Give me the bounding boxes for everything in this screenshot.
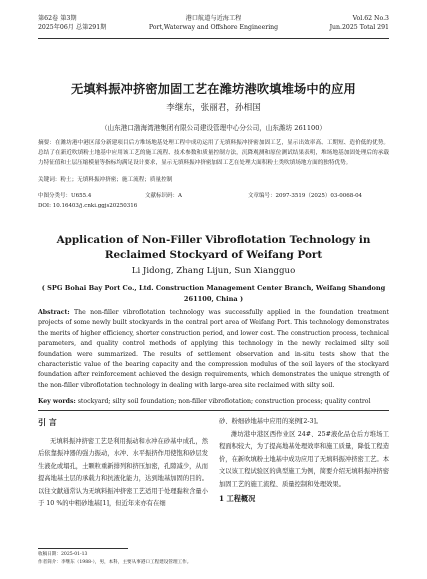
journal-name-cn: 港口航道与近海工程 <box>185 15 242 22</box>
header-volume: 第62卷 第3期 <box>38 15 77 22</box>
section-1-heading: 1 工程概况 <box>219 494 256 503</box>
keywords-en-label: Key words: <box>38 398 76 405</box>
header-divider <box>38 38 389 39</box>
authors-cn: 李继东，张丽君，孙相国 <box>166 103 261 113</box>
keywords-en <box>38 397 389 406</box>
affiliation-en: ( SPG Bohai Bay Port Co., Ltd. Construction Management Center Branch, Weifang Shandong 261100, China ) <box>41 284 386 303</box>
article-number: 文章编号：2097-3519（2025）03-0068-04 <box>248 193 363 199</box>
footnote-divider <box>38 548 128 549</box>
document-code: 文献标识码：A <box>145 193 182 199</box>
body-column-right <box>219 416 389 506</box>
header-volume-en: Vol.62 No.3 <box>352 15 389 22</box>
abstract-en-label: Abstract: <box>38 309 70 316</box>
body-column-left <box>38 416 208 511</box>
article-title-en: Application of Non-Filler Vibroflotation Technology in Reclaimed Stockyard of Weifang Port <box>56 234 371 261</box>
clc-number: 中图分类号：U655.4 <box>38 193 92 199</box>
abstract-en <box>38 308 389 391</box>
journal-name-en: Port,Waterway and Offshore Engineering <box>148 24 279 31</box>
received-date: 收稿日期：2025-01-13 <box>38 552 88 557</box>
keywords-cn: 关键词：粉土；无填料振冲挤密；施工流程；质量控制 <box>38 177 173 183</box>
intro-continuation: 砂、粉细砂地基中应用的案例[2-3]。 <box>219 418 323 425</box>
affiliation-cn: （山东港口渤海湾港集团有限公司建设管理中心分公司，山东潍坊 261100） <box>100 124 327 132</box>
running-header <box>38 14 389 44</box>
header-right <box>330 14 389 32</box>
intro-paragraph: 无填料振冲挤密工艺是利用振动和水冲在砂基中成孔，然后依靠振冲器的强力振动，水冲、水平振挤作用使饱和砂层发生液化或塌孔，土颗粒重新排列和挤压加密，孔隙减少，从而提高地基土层的承载力和抗液化能力，达到地基加固的目的。以往文献通常认为无填料振冲挤密工艺适用于处理黏粒含量小于 10 %的中粗砂地基[1]，但近年来亦有在细 <box>38 437 209 507</box>
project-paragraph: 潍坊港中港区西作业区 24#、25#液化品仓后方堆场工程面积较大，为了提高地基处理效率和施工质量，降低工程造价，在新吹填粉土地基中成功应用了无填料振冲挤密工艺。本文以该工程试验区的典型施工为例，简要介绍无填料振冲挤密加固工艺的施工流程、质量控制和处理效果。 <box>219 430 390 488</box>
intro-heading: 引 言 <box>38 417 57 427</box>
author-bio: 作者简介：李继东（1988-），男，本科，主要从事港口工程建设管理工作。 <box>38 559 192 565</box>
article-title-cn: 无填料振冲挤密加固工艺在潍坊港吹填堆场中的应用 <box>71 82 356 96</box>
footnote <box>38 551 389 566</box>
doi: DOI: 10.16403/j.cnki.ggjs20250316 <box>38 203 138 209</box>
keywords-en-text: stockyard; silty soil foundation; non-filler vibroflotation; construction process; quality control <box>75 398 371 405</box>
section-divider <box>38 410 389 411</box>
abstract-cn: 摘要：在潍坊港中港区部分新建项目后方堆场地基处理工程中成功运用了无填料振冲挤密加固工艺，显示出效率高、工期短、造价低的优势。总结了在新近吹填粉土地基中应用该工艺的施工流程、技术参数和质量控制方法，沉降观测和原位测试结果表明，堆场地基加固处理后的承载力特征值和土层压缩模量等指标均满足设计要求，显示无填料振冲挤密加固工艺在处理大面积粉土类吹填场地方面的独特优势。 <box>38 140 389 166</box>
abstract-en-text: The non-filler vibroflotation technology was successfully applied in the foundation treatment projects of some newly built stockyards in the central port area of Weifang Port. This technology demonstrates the merits of higher efficiency, shorter construction period, and lower cost. The construction process, technical parameters, and quality control methods of applying this technology in the newly reclaimed silty soil foundation were summarized. The results of settlement observation and in-situ tests show that the characteristic value of the bearing capacity and the compression modulus of the soil layers of the stockyard foundation after reinforcement achieved the design requirements, which demonstrates the unique strength of the non-filler vibroflotation technology in dealing with large-area site reclaimed with silty soil. <box>38 309 389 389</box>
authors-en: Li Jidong, Zhang Lijun, Sun Xiangguo <box>131 266 296 276</box>
header-date: 2025年06月 总第291期 <box>38 24 107 31</box>
header-date-en: Jun.2025 Total 291 <box>329 24 389 31</box>
